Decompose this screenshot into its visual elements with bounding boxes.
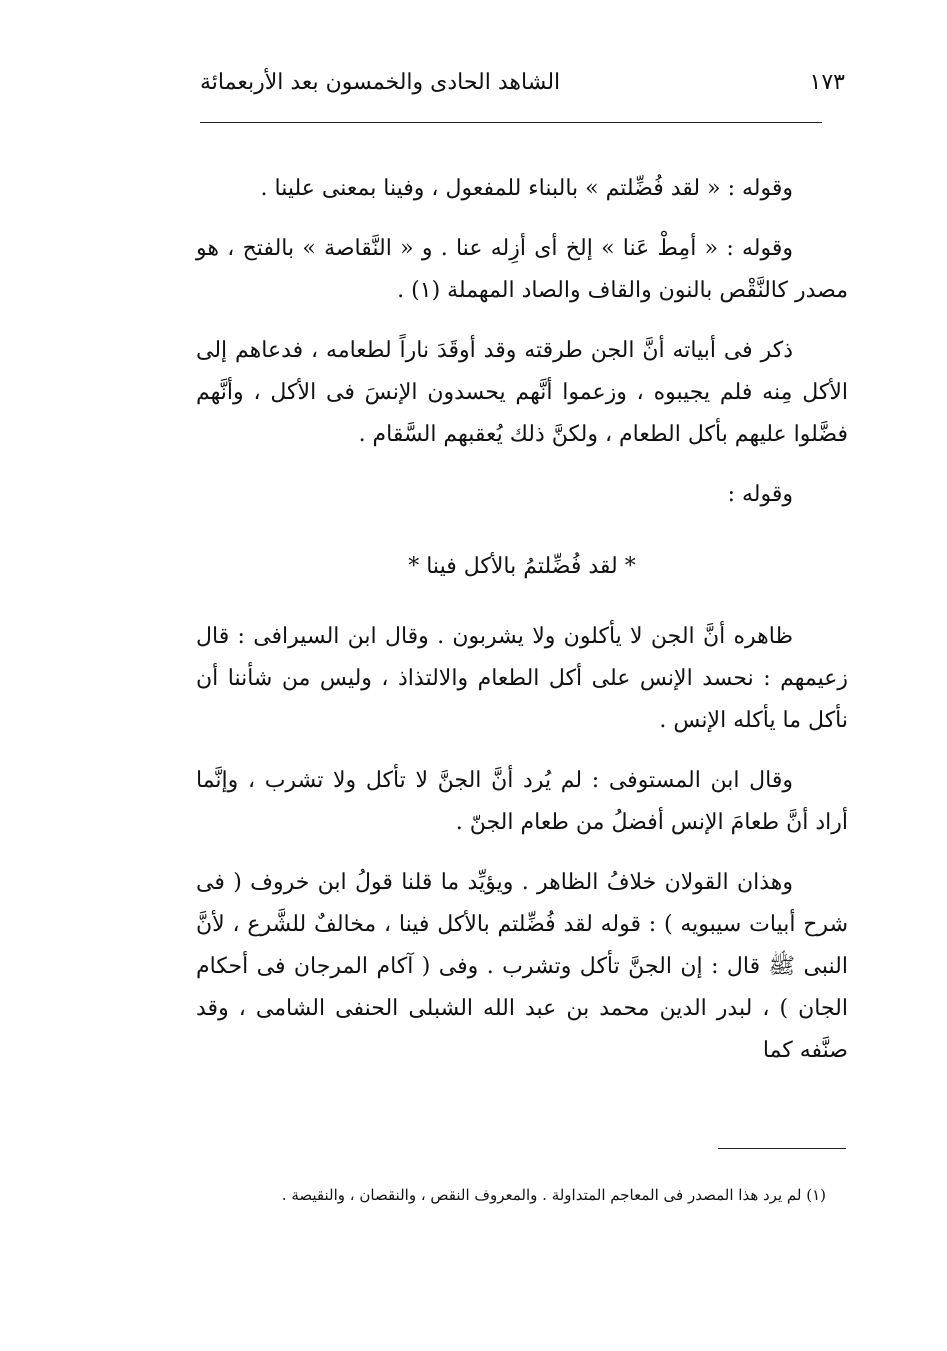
header-rule [200, 122, 822, 123]
running-title: الشاهد الحادى والخمسون بعد الأربعمائة [200, 69, 561, 95]
running-head [200, 60, 845, 104]
verse-line: * لقد فُضِّلتمُ بالأكل فينا * [408, 554, 636, 579]
paragraph-1: وقوله : « لقد فُضِّلتم » بالبناء للمفعول ، وفينا بمعنى علينا . [260, 176, 793, 201]
paragraph-6: وقال ابن المستوفى : لم يُرد أنَّ الجنَّ لا تأكل ولا تشرب ، وإنَّما أراد أنَّ طعامَ الإنس أفضلُ من طعام الجنّ . [196, 768, 848, 835]
paragraph-2: وقوله : « أمِطْ عَنا » إلخ أى أزِله عنا . و « النَّقاصة » بالفتح ، هو مصدر كالنَّقْص بالنون والقاف والصاد المهملة (١) . [196, 236, 848, 303]
paragraph-3: ذكر فى أبياته أنَّ الجن طرقته وقد أوقَدَ ناراً لطعامه ، فدعاهم إلى الأكل مِنه فلم يجيبوه ، وزعموا أنَّهم يحسدون الإنسَ فى الأكل ، وأنَّهم فضَّلوا عليهم بأكل الطعام ، ولكنَّ ذلك يُعقبهم السَّقام . [196, 338, 848, 447]
footnote-rule [718, 1148, 846, 1149]
paragraph-4: وقوله : [727, 482, 793, 507]
page-number: ١٧٣ [809, 69, 845, 95]
paragraph-7: وهذان القولان خلافُ الظاهر . ويؤيِّد ما قلنا قولُ ابن خروف ( فى شرح أبيات سيبويه ) : قوله لقد فُضِّلتم بالأكل فينا ، مخالفٌ للشَّرع ، لأنَّ النبى ﷺ قال : إن الجنَّ تأكل وتشرب . وفى ( آكام المرجان فى أحكام الجان ) ، لبدر الدين محمد بن عبد الله الشبلى الحنفى الشامى ، وقد صنَّفه كما [196, 870, 848, 1063]
main-text [196, 168, 848, 1072]
footnote: (١) لم يرد هذا المصدر فى المعاجم المتداولة . والمعروف النقص ، والنقصان ، والنقيصة . [281, 1186, 826, 1204]
paragraph-5: ظاهره أنَّ الجن لا يأكلون ولا يشربون . وقال ابن السيرافى : قال زعيمهم : نحسد الإنس على أكل الطعام والالتذاذ ، وليس من شأننا أن نأكل ما يأكله الإنس . [196, 624, 848, 733]
